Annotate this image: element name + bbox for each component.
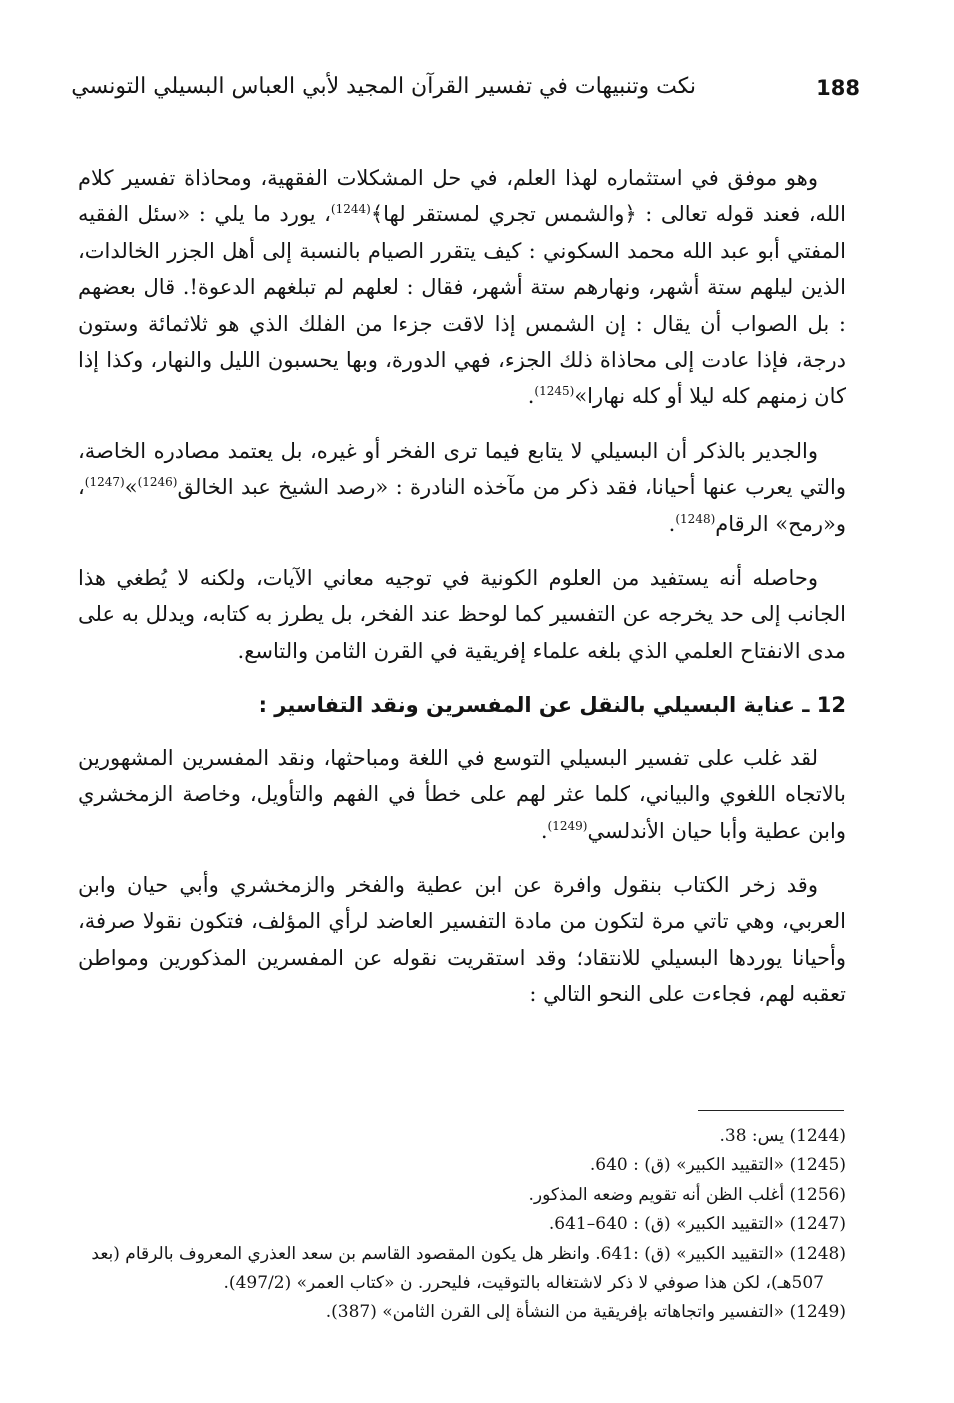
footnote-ref: (1248) [675,511,716,526]
paragraph-text: . [527,384,535,409]
page-header [71,66,860,110]
footnote-1256: (1256) أغلب الظن أنه تقويم وضعه المذكور. [528,1184,846,1205]
footnote-ref: (1247) [84,475,125,490]
footnote-1249: (1249) «التفسير واتجاهاته بإفريقية من النشأة إلى القرن الثامن» (387). [325,1302,846,1323]
footnote-1248: (1248) «التقييد الكبير» (ق) :641. وانظر هل يكون المقصود القاسم بن سعد العذري المعروف بالرقام (بعد [91,1243,846,1264]
paragraph-cosmic-sciences [78,560,846,669]
footnote-ref: (1246) [137,475,178,490]
page-number: 188 [816,76,860,100]
paragraph-text: وحاصله أنه يستفيد من العلوم الكونية في توجيه معاني الآيات، ولكنه لا يُطغي هذا الجانب إلى حد يخرجه عن التفسير كما لوحظ عند الفخر، بل يطرز به كتابه، ويدلل به على مدى الانفتاح العلمي الذي بلغه علماء إفريقية في القرن الثامن والتاسع. [78,566,846,663]
paragraph-text: وقد زخر الكتاب بنقول وافرة عن ابن عطية والفخر والزمخشري وأبي حيان وابن العربي، وهي تاتي مرة لتكون من مادة التفسير العاضد لرأي المؤلف، فتكون نقولا صرفة، وأحيانا يوردها البسيلي للانتقاد؛ وقد استقريت نقوله عن المفسرين المذكورين ومواطن تعقبه لهم، فجاءت على النحو التالي : [78,872,846,1007]
footnote-1244: (1244) يس: 38. [719,1126,846,1146]
footnote-1245: (1245) «التقييد الكبير» (ق) : 640. [589,1155,846,1176]
paragraph-text: وهو موفق في استثماره لهذا العلم، في حل المشكلات الفقهية، ومحاذاة تفسير كلام الله، فعند قوله تعالى : ﴿والشمس تجري لمستقر لها﴾ [78,166,846,227]
footnote-ref: (1249) [547,818,588,833]
paragraph-text: » [124,475,138,500]
paragraph-own-sources [78,433,846,542]
footnote-ref: (1244) [330,202,371,217]
paragraph-quotations [78,867,846,1013]
section-heading: 12 ـ عناية البسيلي بالنقل عن المفسرين ونقد التفاسير : [258,693,846,718]
paragraph-astronomy-fasting [78,160,846,415]
footnote-ref: (1245) [534,384,575,399]
main-text [78,160,846,1031]
paragraph-language-critique [78,740,846,849]
paragraph-text: والجدير بالذكر أن البسيلي لا يتابع فيما ترى الفخر أو غيره، بل يعتمد مصادره الخاصة، والتي يعرب عنها أحيانا، فقد ذكر من مآخذه النادرة : «رصد الشيخ عبد الخالق [78,438,846,500]
paragraph-text: لقد غلب على تفسير البسيلي التوسع في اللغة ومباحثها، ونقد المفسرين المشهورين بالاتجاه اللغوي والبياني، كلما عثر لهم على خطأ في الفهم والتأويل، وخاصة الزمخشري وابن عطية وأبا حيان الأندلسي [78,745,846,843]
paragraph-text: . [668,511,676,536]
footnote-1247: (1247) «التقييد الكبير» (ق) : 640–641. [548,1214,846,1235]
paragraph-text: . [540,818,548,843]
paragraph-text: ، و«رمح» الرقام [78,475,846,536]
footnotes [78,1122,846,1328]
footnote-1248-continued: 507هـ)، لكن هذا صوفي لا ذكر لاشتغاله بالتوقيت، فليحرر. ن «كتاب العمر» (497/2). [223,1273,824,1294]
running-title: نكت وتنبيهات في تفسير القرآن المجيد لأبي العباس البسيلي التونسي [71,74,696,99]
footnote-separator [698,1110,844,1111]
paragraph-text: ، يورد ما يلي : «سئل الفقيه المفتي أبو عبد الله محمد السكوني : كيف يتقرر الصيام بالنسبة إلى أهل الجزر الخالدات، الذين ليلهم ستة أشهر، ونهارهم ستة أشهر، فقال : لعلهم لم تبلغهم الدعوة!. قال بعضهم : بل الصواب أن يقال : إن الشمس إذا لاقت جزءا من الفلك الذي هو ثلاثمائة وستون درجة، فإذا عادت إلى محاذاة ذلك الجزء، فهي الدورة، وبها يحسبون الليل والنهار، وكذا إذا كان زمنهم كله ليلا أو كله نهارا» [78,202,846,409]
